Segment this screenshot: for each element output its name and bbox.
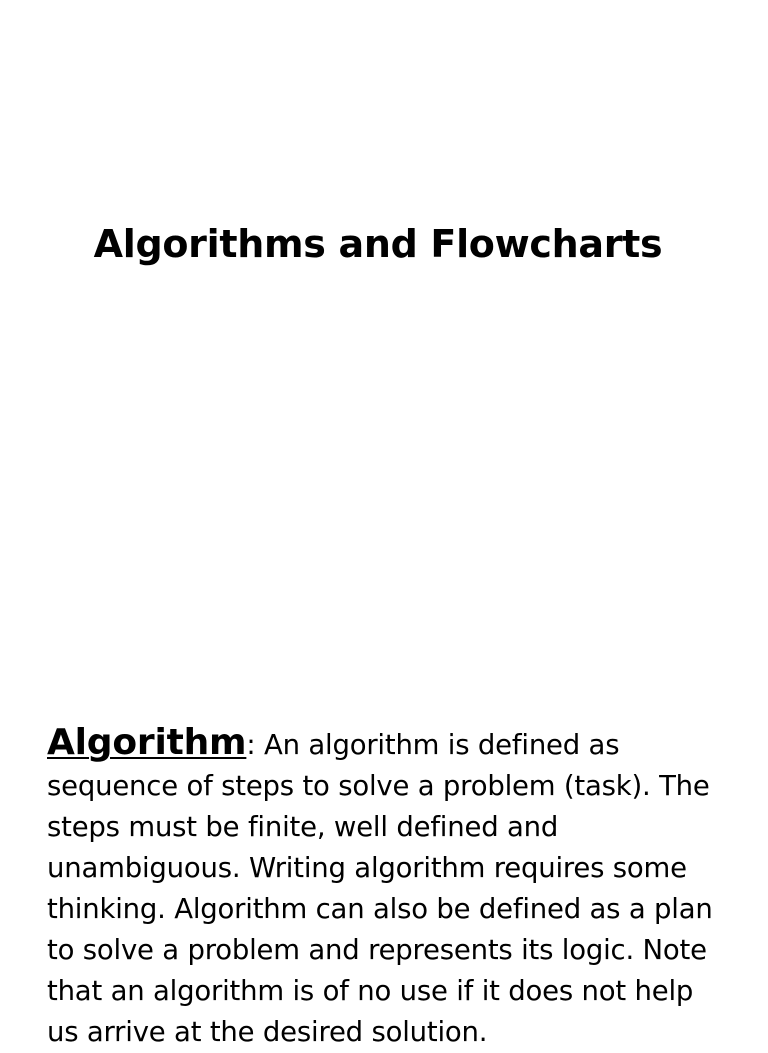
definition-line-4: unambiguous. Writing algorithm requires some (47, 852, 687, 884)
definition-line-8: us arrive at the desired solution. (47, 1016, 488, 1048)
definition-text: : An algorithm is defined as (246, 729, 620, 761)
definition-line-2: sequence of steps to solve a problem (task). The (47, 770, 710, 802)
definition-term: Algorithm (47, 722, 247, 763)
definition-line-1 (47, 722, 737, 766)
definition-paragraph (47, 722, 737, 1053)
definition-line-5: thinking. Algorithm can also be defined as a plan (47, 893, 713, 925)
definition-line-3: steps must be finite, well defined and (47, 811, 559, 843)
definition-line-7: that an algorithm is of no use if it does not help (47, 975, 694, 1007)
page-title: Algorithms and Flowcharts (93, 222, 663, 266)
definition-line-6: to solve a problem and represents its logic. Note (47, 934, 707, 966)
